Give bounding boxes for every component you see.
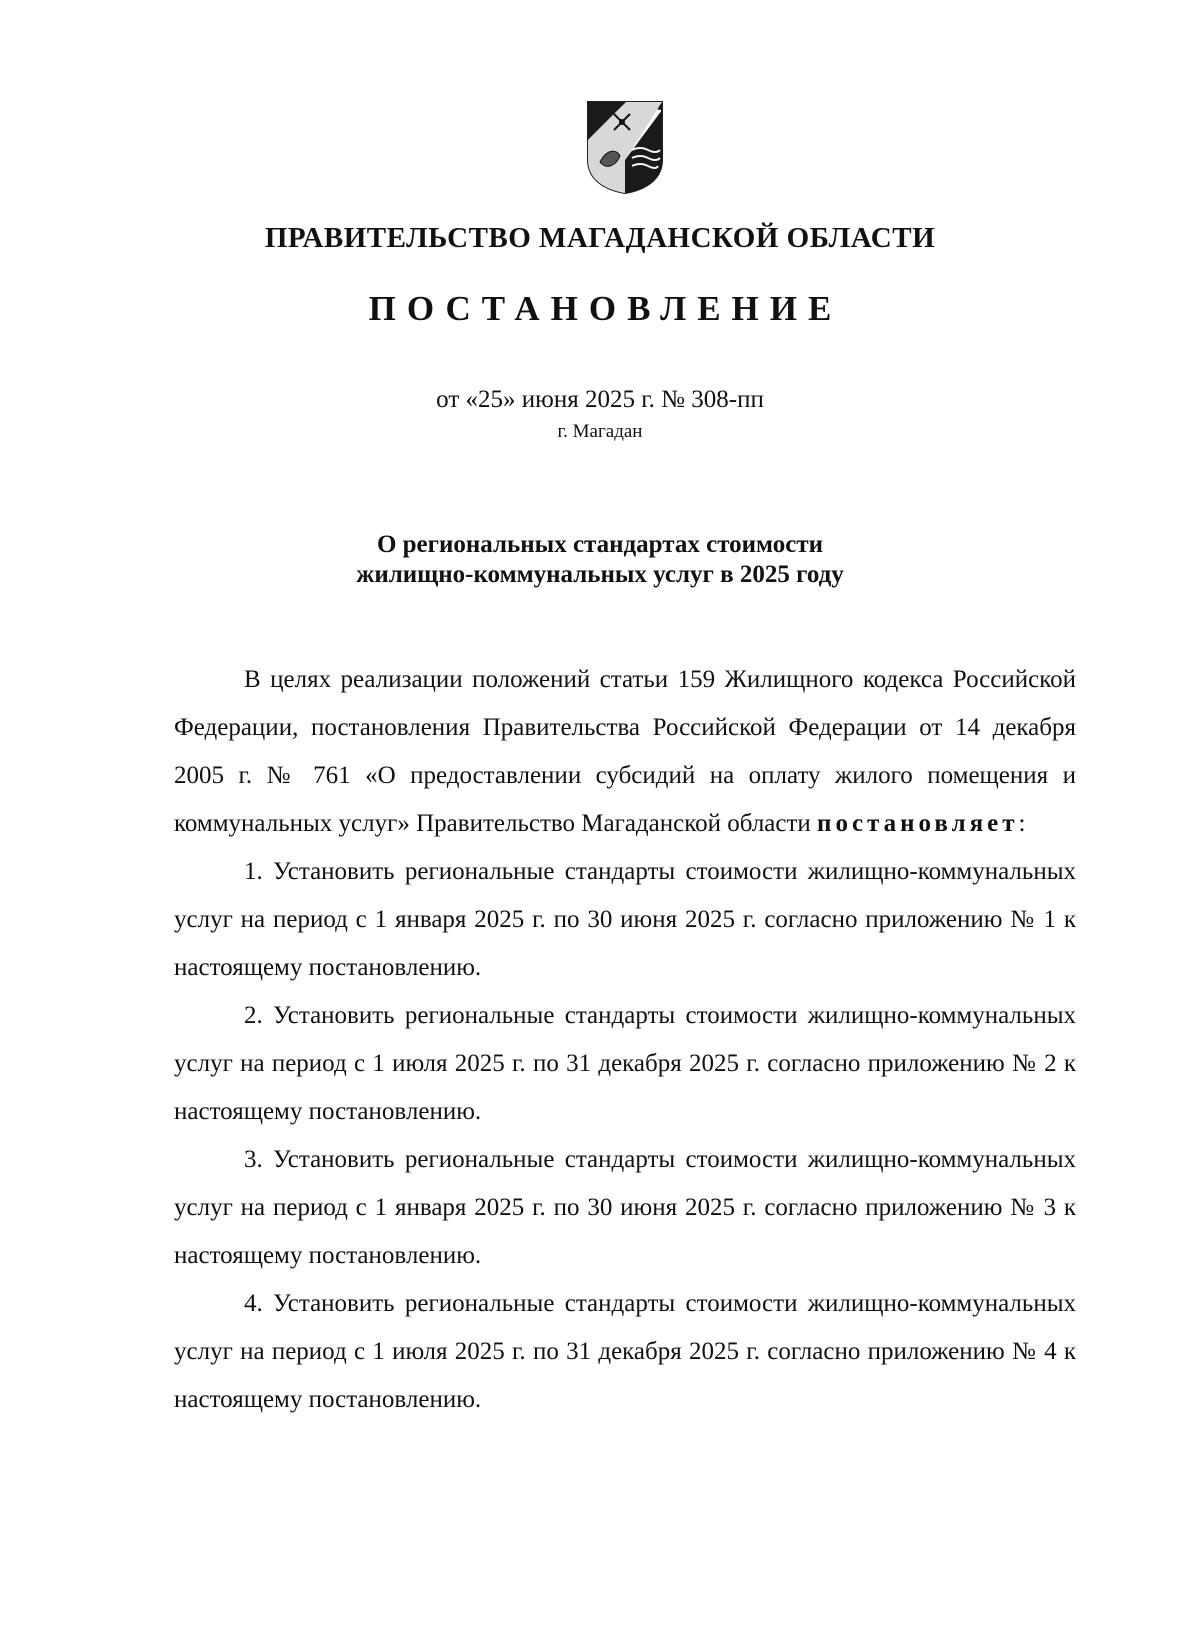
- preamble-text: В целях реализации положений статьи 159 Жилищного кодекса Российской Федерации, постановления Правительства Российской Федерации от 14 декабря 2005 г. № 761 «О предоставлении субсидий на оплату жилого помещения и коммунальных услуг» Правительство Магаданской области: [174, 666, 1076, 837]
- decree-item-1: 1. Установить региональные стандарты стоимости жилищно-коммунальных услуг на период с 1 января 2025 г. по 30 июня 2025 г. согласно приложению № 1 к настоящему постановлению.: [174, 858, 1076, 981]
- document-type-heading: ПОСТАНОВЛЕНИЕ: [368, 289, 843, 328]
- subject-line-2: жилищно-коммунальных услуг в 2025 году: [356, 561, 844, 588]
- decree-item-3: 3. Установить региональные стандарты стоимости жилищно-коммунальных услуг на период с 1 января 2025 г. по 30 июня 2025 г. согласно приложению № 3 к настоящему постановлению.: [174, 1146, 1076, 1269]
- document-body: [174, 656, 1076, 1424]
- decree-word: постановляет: [817, 810, 1019, 837]
- preamble-paragraph: [174, 656, 1076, 848]
- decree-suffix: :: [1018, 810, 1026, 837]
- decree-item-4: 4. Установить региональные стандарты стоимости жилищно-коммунальных услуг на период с 1 июля 2025 г. по 31 декабря 2025 г. согласно приложению № 4 к настоящему постановлению.: [174, 1290, 1076, 1413]
- document-date-number: от «25» июня 2025 г. № 308-пп: [436, 386, 764, 413]
- subject-line-1: О региональных стандартах стоимости: [376, 531, 824, 558]
- decree-item-2: 2. Установить региональные стандарты стоимости жилищно-коммунальных услуг на период с 1 июля 2025 г. по 31 декабря 2025 г. согласно приложению № 2 к настоящему постановлению.: [174, 1002, 1076, 1125]
- coat-of-arms-icon: [586, 100, 664, 194]
- document-subject: [0, 530, 1200, 590]
- organization-title: ПРАВИТЕЛЬСТВО МАГАДАНСКОЙ ОБЛАСТИ: [264, 222, 936, 254]
- document-city: г. Магадан: [557, 421, 643, 442]
